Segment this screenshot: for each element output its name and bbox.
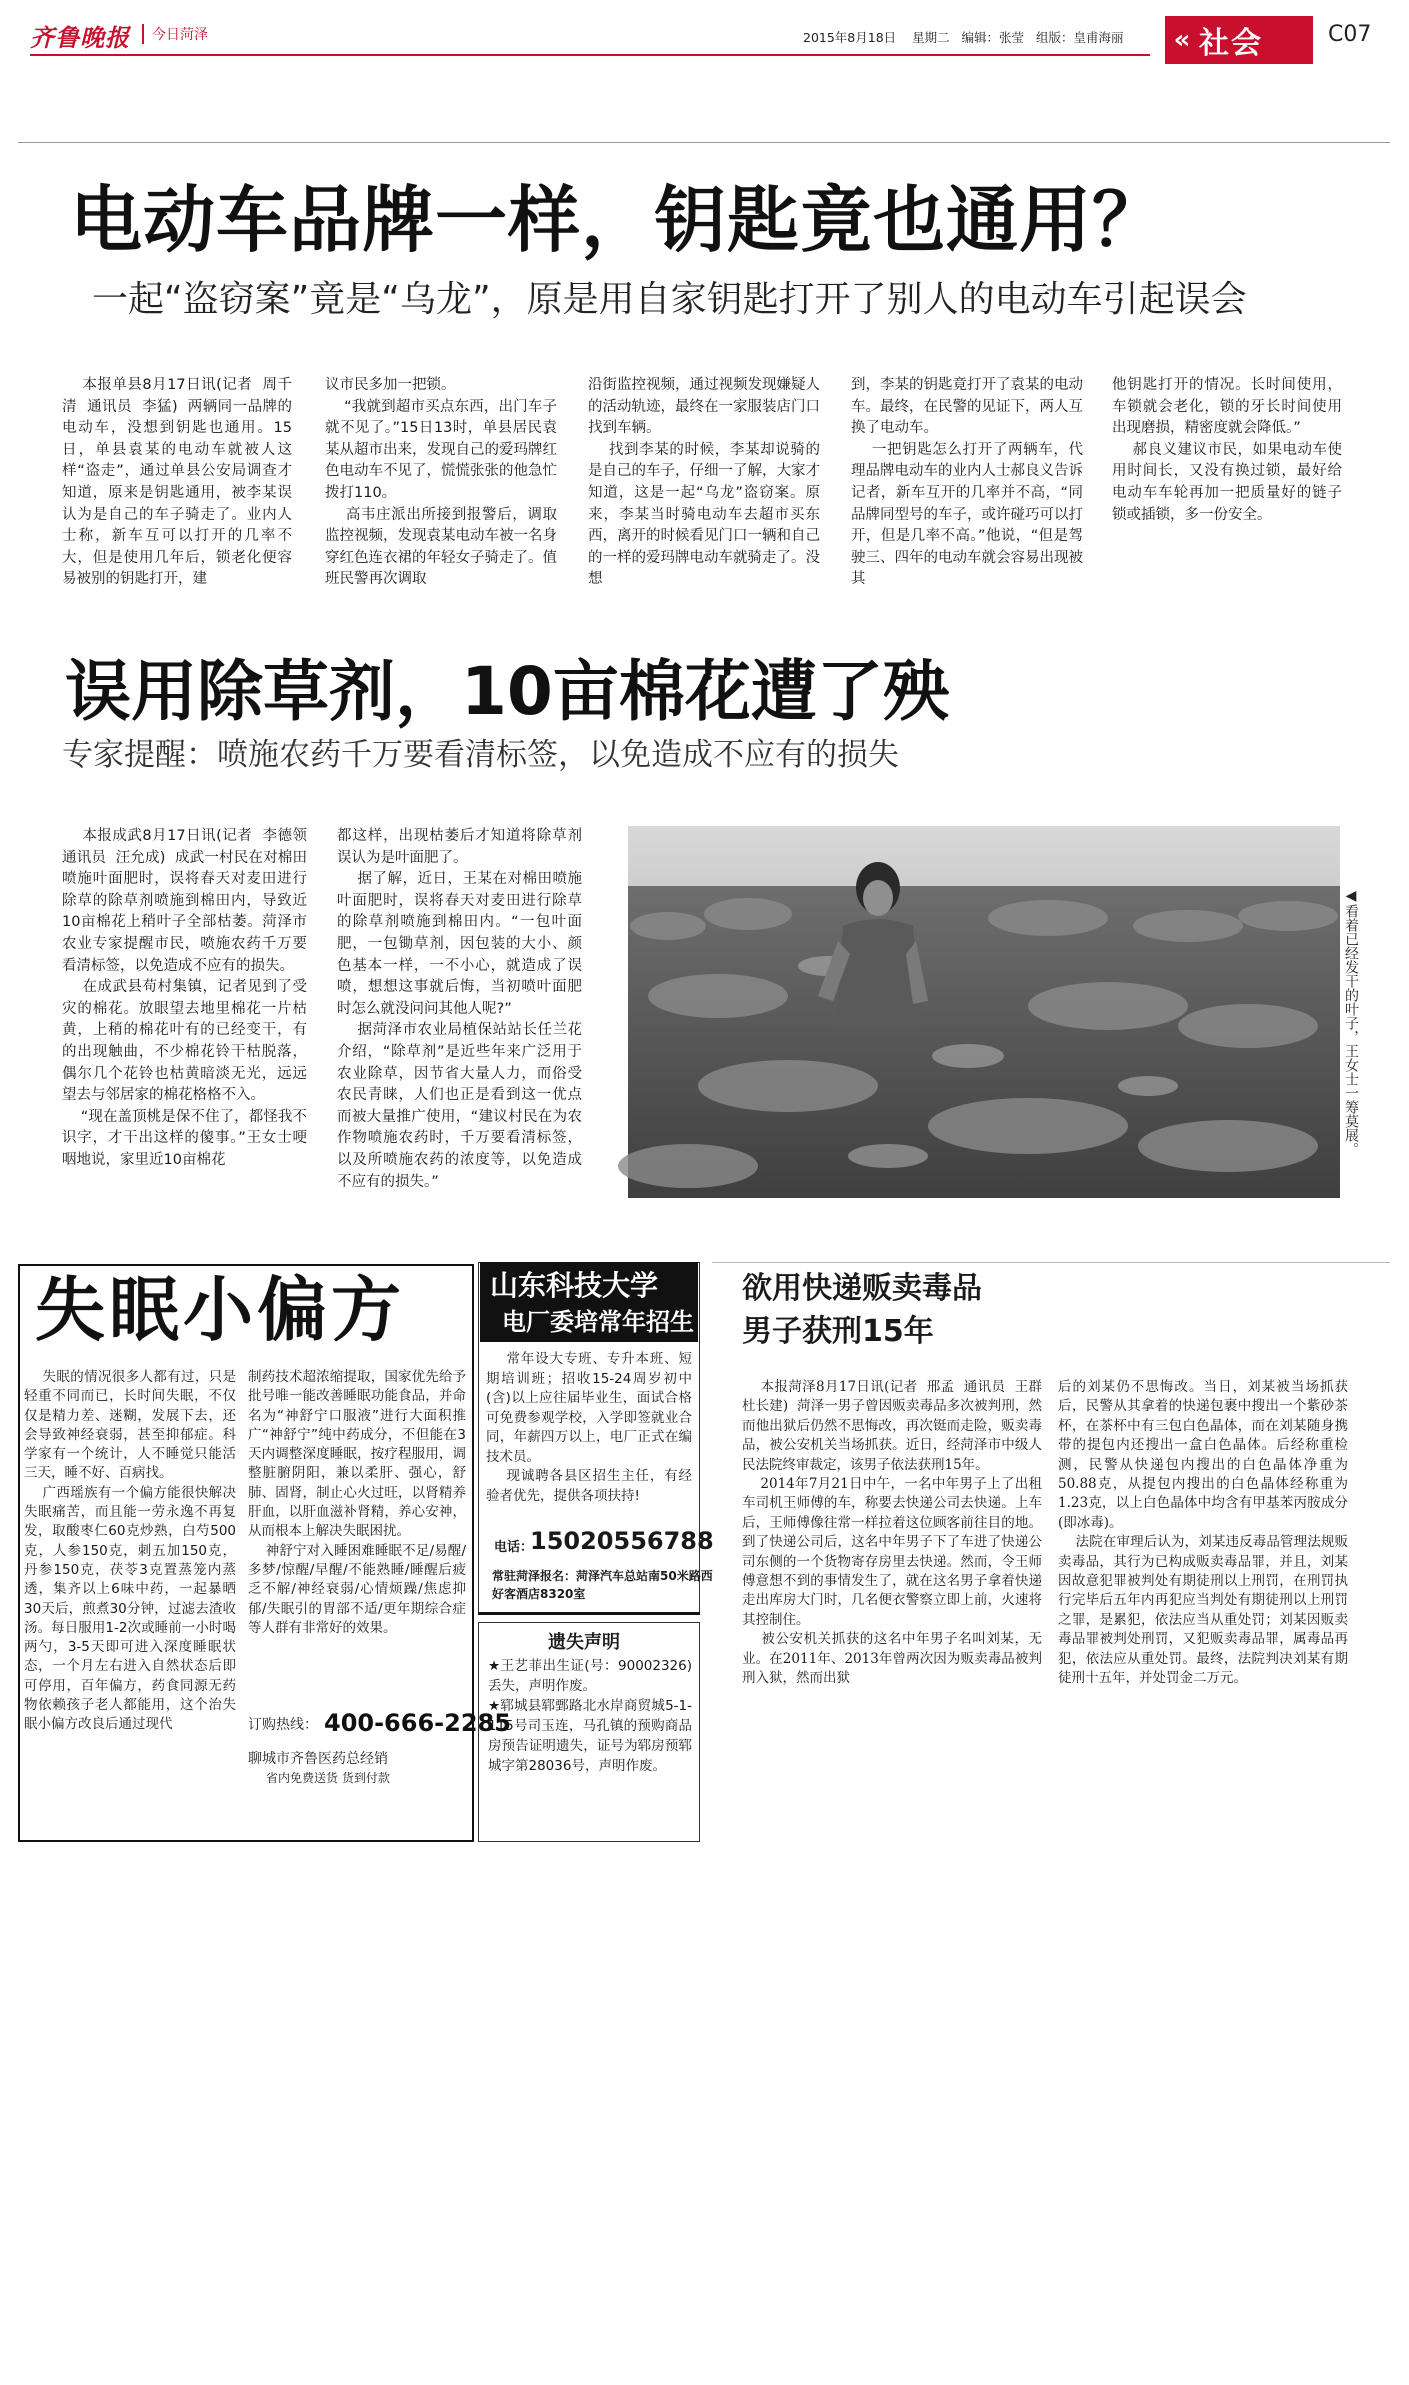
article2-column: 本报成武8月17日讯(记者 李德领 通讯员 汪允成) 成武一村民在对棉田喷施叶面肥时，误将春天对麦田进行除草的除草剂喷施到棉田内，导致近10亩棉花上稍叶子全部枯萎。菏泽市农业专家提醒市民，喷施农药千万要看清标签，以免造成不应有的损失。 在成武县苟村集镇，记者见到了受灾的棉花。放眼望去地里棉花一片枯黄，上稍的棉花叶有的已经变干，有的出现触曲，不少棉花铃干枯脱落，偶尔几个花铃也枯黄暗淡无光，远远望去与邻居家的棉花格格不入。 “现在盖顶桃是保不住了，都怪我不识字，才干出这样的傻事。”王女士哽咽地说，家里近10亩棉花 <box>62 828 308 1168</box>
top-divider <box>18 142 1390 143</box>
section-badge <box>1165 16 1313 64</box>
ad-university-title: 山东科技大学 <box>490 1269 659 1302</box>
article3-column: 后的刘某仍不思悔改。当日，刘某被当场抓获后，民警从其拿着的快递包裹中搜出一个紫砂茶杯，在茶杯中有三包白色晶体，而在刘某随身携带的提包内还搜出一盒白色晶体。后经称重检测，民警从快递包内搜出的白色晶体净重为50.88克，从提包内搜出的白色晶体经称重为1.23克，以上白色晶体中均含有甲基苯丙胺成分(即冰毒)。 法院在审理后认为，刘某违反毒品管理法规贩卖毒品，其行为已构成贩卖毒品罪，并且，刘某因故意犯罪被判处有期徒刑以上刑罚，在刑罚执行完毕后五年内再犯应当判处有期徒刑以上刑罚之罪，是累犯，依法应当从重处罚；刘某因贩卖毒品罪被判处刑罚，又犯贩卖毒品罪，属毒品再犯，依法应从重处罚。最终，法院判决刘某有期徒刑十五年，并处罚金二万元。 <box>1058 1379 1349 1687</box>
ad-university-phone-label: 电话： <box>494 1540 534 1555</box>
article2-column: 都这样，出现枯萎后才知道将除草剂误认为是叶面肥了。 据了解，近日，王某在对棉田喷施叶面肥时，误将春天对麦田进行除草的除草剂喷施到棉田内。“一包叶面肥，一包锄草剂，因包装的大小、颜色基本一样，一不小心，就造成了误喷，想想这事就后悔，当初喷叶面肥时怎么就没问问其他人呢?” 据菏泽市农业局植保站站长任兰花介绍，“除草剂”是近些年来广泛用于农业除草，因节省大量人力，而俗受农民青睐，人们也正是看到这一优点而被大量推广使用，“建议村民在为农作物喷施农药时，千万要看清标签，以及所喷施农药的浓度等，以免造成不应有的损失。” <box>337 828 583 1190</box>
header-meta <box>803 28 1123 46</box>
cotton-field-photo <box>628 826 1340 1198</box>
ad-insomnia-hotline-label: 订购热线： <box>248 1717 318 1733</box>
ad-insomnia-delivery: 省内免费送货 货到付款 <box>266 1771 390 1785</box>
article1-column: 他钥匙打开的情况。长时间使用，车锁就会老化，锁的牙长时间使用出现磨损，精密度就会降低。” 郝良义建议市民，如果电动车使用时间长，又没有换过锁，最好给电动车车轮再加一把质量好的链子锁或插锁，多一份安全。 <box>1112 377 1342 523</box>
article1-headline: 电动车品牌一样，钥匙竟也通用？ <box>70 178 1166 262</box>
ad-insomnia-column: 制药技术超浓缩提取，国家优先给予批号唯一能改善睡眠功能食品，并命名为“神舒宁口服液”进行大面积推广“神舒宁”纯中药成分，不但能在3天内调整深度睡眠，按疗程服用，调整脏腑阴阳，兼以柔肝、强心，舒肺、固肾，制止心火过旺，以肾精养肝血，以肝血滋补肾精，养心安神，从而根本上解决失眠困扰。 神舒宁对入睡困难睡眠不足/易醒/多梦/惊醒/早醒/不能熟睡/睡醒后疲乏不解/神经衰弱/心情烦躁/焦虑抑郁/失眠引的胃部不适/更年期综合症等人群有非常好的效果。 <box>248 1369 466 1636</box>
article2-headline: 误用除草剂，10亩棉花遭了殃 <box>65 653 949 730</box>
ad-insomnia-hotline: 400-666-2285 <box>324 1709 511 1737</box>
double-chevron-left-icon: « <box>1173 25 1191 55</box>
article3-headline: 欲用快递贩卖毒品 <box>742 1271 982 1306</box>
ad-university-phone: 15020556788 <box>530 1527 714 1555</box>
article1-column: 本报单县8月17日讯(记者 周千清 通讯员 李猛) 两辆同一品牌的电动车，没想到钥匙也通用。15日，单县袁某的电动车就被人这样“盗走”，通过单县公安局调查才知道，原来是钥匙通用，被李某误认为是自己的车子骑走了。业内人士称，新车互可以打开的几率不大，但是使用几年后，锁老化便容易被别的钥匙打开，建 <box>62 377 292 588</box>
ad-university-subtitle: 电厂委培常年招生 <box>502 1308 694 1336</box>
section-name: 社会 <box>1199 26 1263 61</box>
article1-subheadline: 一起“盗窃案”竟是“乌龙”，原是用自家钥匙打开了别人的电动车引起误会 <box>92 279 1247 320</box>
edition-name: 今日菏泽 <box>142 24 208 44</box>
issue-weekday: 星期二 <box>912 30 950 45</box>
issue-date: 2015年8月18日 <box>803 30 897 45</box>
masthead-logo: 齐鲁晚报 <box>30 23 130 52</box>
ad-insomnia-distributor: 聊城市齐鲁医药总经销 <box>248 1751 388 1767</box>
article1-column: 到，李某的钥匙竟打开了袁某的电动车。最终，在民警的见证下，两人互换了电动车。 一把钥匙怎么打开了两辆车，代理品牌电动车的业内人士郝良义告诉记者，新车互开的几率并不高，“同品牌同型号的车子，或许碰巧可以打开，但是几率不高。”他说，“但是驾驶三、四年的电动车就会容易出现被其 <box>851 377 1083 588</box>
ad-university-address: 常驻菏泽报名：菏泽汽车总站南50米路西 好客酒店8320室 <box>492 1569 713 1601</box>
article2-subheadline: 专家提醒：喷施农药千万要看清标签，以免造成不应有的损失 <box>62 737 899 773</box>
lost-notice-title: 遗失声明 <box>548 1632 620 1653</box>
ad-university-body: 常年设大专班、专升本班、短期培训班；招收15-24周岁初中(含)以上应往届毕业生，面试合格可免费参观学校，入学即签就业合同，年薪四万以上，电厂正式在编技术员。 现诚聘各县区招生主任，有经验者优先，提供各项扶持! <box>486 1351 692 1504</box>
editor-credit: 编辑：张莹 <box>961 30 1025 45</box>
article1-column: 议市民多加一把锁。 “我就到超市买点东西，出门车子就不见了。”15日13时，单县居民袁某从超市出来，发现自己的爱玛牌红色电动车不见了，慌慌张张的他急忙拨打110。 高韦庄派出所接到报警后，调取监控视频，发现袁某电动车被一名身穿红色连衣裙的年轻女子骑走了。值班民警再次调取 <box>325 377 558 588</box>
ad-insomnia-title: 失眠小偏方 <box>35 1269 405 1351</box>
ad-university-rule <box>478 1612 700 1615</box>
page-number: C07 <box>1328 22 1372 47</box>
header-rule <box>30 54 1150 56</box>
ad-insomnia-column: 失眠的情况很多人都有过，只是轻重不同而已，长时间失眠，不仅仅是精力差、迷糊，发展下去，还会导致神经衰弱，甚至抑郁症。科学家有一个统计，人不睡觉只能活三天，睡不好、百病找。 广西瑶族有一个偏方能很快解决失眠痛苦，而且能一劳永逸不再复发，取酸枣仁60克炒熟，白芍500克，人参150克，刺五加150克，丹参150克，茯苓3克置蒸笼内蒸透，集齐以上6味中药，一起暴晒30天后，煎煮30分钟，过滤去渣收汤。每日服用1-2次或睡前一小时喝两勺，3-5天即可进入深度睡眠状态，一个月左右进入自然状态后即可停用，百年偏方，药食同源无药物依赖孩子老人都能用，这个治失眠小偏方改良后通过现代 <box>24 1369 237 1733</box>
layout-credit: 组版：皇甫海丽 <box>1035 30 1124 45</box>
lost-notice-body: ★王艺菲出生证(号：90002326)丢失，声明作废。 ★郓城县郓鄄路北水岸商贸城5-1-115号司玉连，马孔镇的预购商品房预告证明遗失，证号为郓房预郓城字第28036号，声明作废。 <box>488 1658 692 1774</box>
article1-column: 沿街监控视频，通过视频发现嫌疑人的活动轨迹，最终在一家服装店门口找到车辆。 找到李某的时候，李某却说骑的是自己的车子，仔细一了解，大家才知道，这是一起“乌龙”盗窃案。原来，李某当时骑电动车去超市买东西，离开的时候看见门口一辆和自己的一样的爱玛牌电动车就骑走了。没想 <box>588 377 820 588</box>
article3-column: 本报菏泽8月17日讯(记者 邢孟 通讯员 王群 杜长建) 菏泽一男子曾因贩卖毒品多次被判刑，然而他出狱后仍然不思悔改，再次铤而走险，贩卖毒品，被公安机关当场抓获。近日，经菏泽市中级人民法院终审裁定，该男子依法获刑15年。 2014年7月21日中午，一名中年男子上了出租车司机王师傅的车，称要去快递公司去快递。上车后，王师傅像往常一样拉着这位顾客前往目的地。到了快递公司后，这名中年男子下了车进了快递公司东侧的一个货物寄存房里去快递。然而，令王师傅意想不到的事情发生了，就在这名男子拿着快递走出库房大门时，几名便衣警察立即上前，火速将其控制住。 被公安机关抓获的这名中年男子名叫刘某，无业。在2011年、2013年曾两次因为贩卖毒品被判刑入狱，然而出狱 <box>742 1379 1043 1687</box>
article3-headline-line2: 男子获刑15年 <box>742 1314 934 1349</box>
photo-caption: ◀看着已经发干的叶子，王女士一筹莫展。 <box>1343 888 1359 1156</box>
